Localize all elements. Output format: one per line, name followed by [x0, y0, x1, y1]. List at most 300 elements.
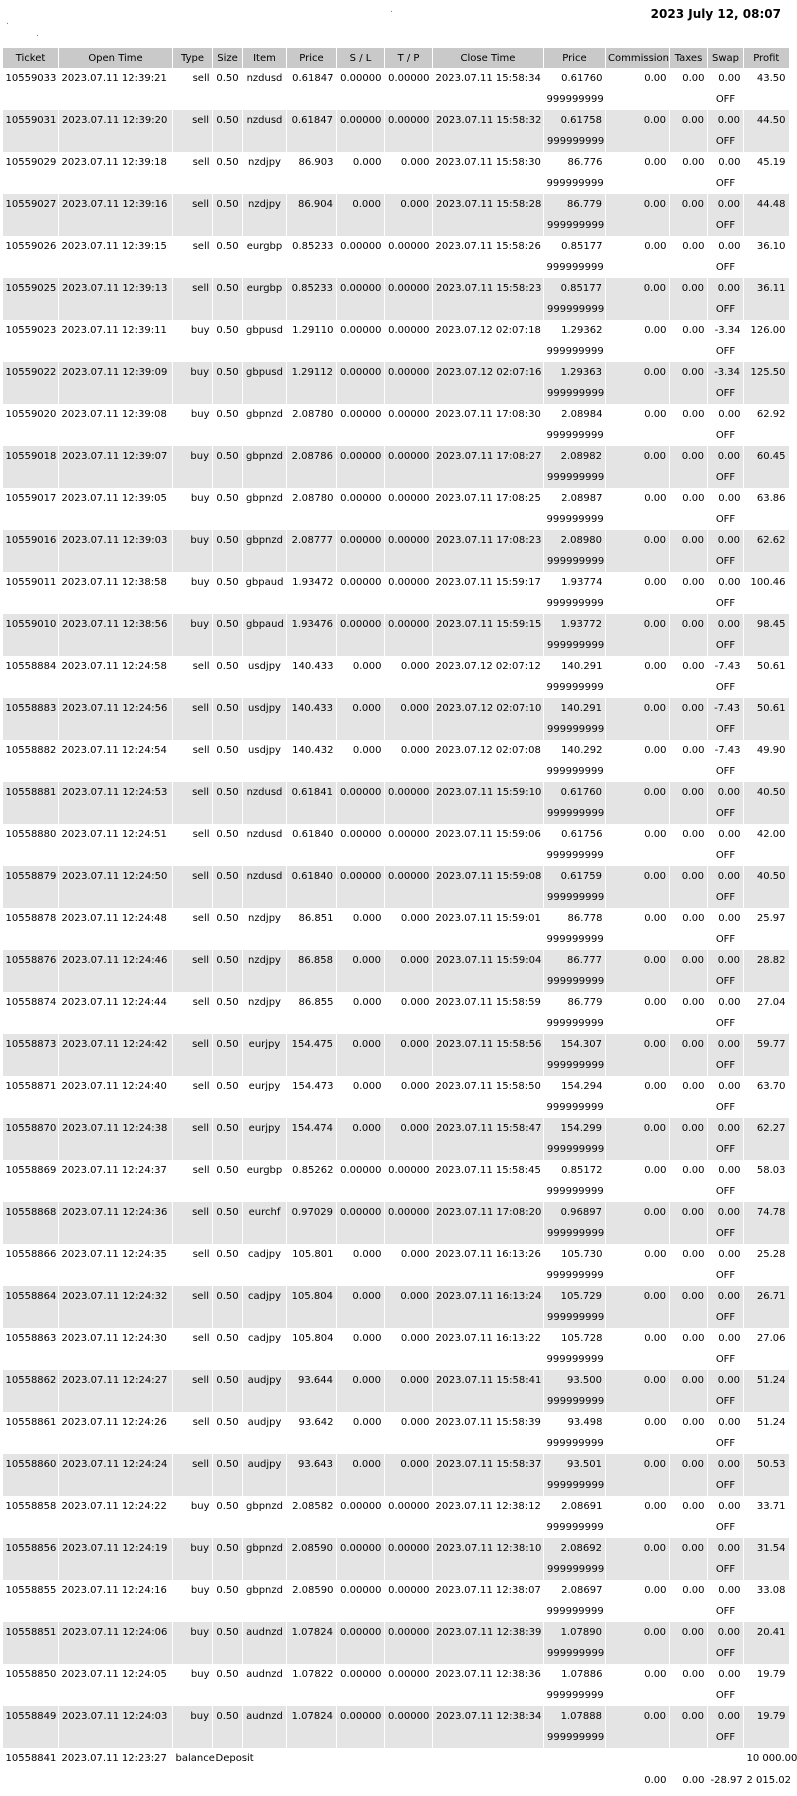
table-cell: 140.432: [287, 740, 337, 760]
empty-cell: [243, 592, 287, 614]
table-cell: 0.000: [337, 950, 385, 970]
limit-price: 999999999: [544, 1516, 606, 1538]
empty-cell: [606, 298, 670, 320]
empty-cell: [744, 256, 789, 278]
table-cell: 0.85177: [544, 236, 606, 256]
empty-cell: [433, 508, 544, 530]
balance-ticket: 10558841: [3, 1748, 59, 1768]
empty-cell: [287, 88, 337, 110]
table-cell: 0.000: [385, 1412, 433, 1432]
empty-cell: [433, 1096, 544, 1118]
empty-cell: [213, 928, 243, 950]
table-cell: 2023.07.11 15:58:26: [433, 236, 544, 256]
table-cell: 2023.07.11 15:59:08: [433, 866, 544, 886]
table-cell: buy: [173, 1580, 213, 1600]
table-cell: 2023.07.11 12:24:44: [59, 992, 173, 1012]
table-cell: 0.00: [670, 782, 708, 802]
limit-price: 999999999: [544, 718, 606, 740]
empty-cell: [243, 634, 287, 656]
empty-cell: [173, 802, 213, 824]
empty-cell: [173, 256, 213, 278]
table-cell: 10558878: [3, 908, 59, 928]
table-cell: 0.00: [606, 866, 670, 886]
empty-cell: [433, 340, 544, 362]
table-cell: 0.85233: [287, 278, 337, 298]
table-cell: nzdjpy: [243, 992, 287, 1012]
table-cell: 0.00: [670, 698, 708, 718]
empty-cell: [243, 298, 287, 320]
balance-amount: 10 000.00: [744, 1748, 789, 1768]
table-cell: buy: [173, 362, 213, 382]
table-cell: 2.08590: [287, 1580, 337, 1600]
empty-cell: [287, 1180, 337, 1202]
empty-cell: [606, 1516, 670, 1538]
empty-cell: [433, 172, 544, 194]
table-cell: 0.000: [385, 1034, 433, 1054]
empty-cell: [173, 760, 213, 782]
table-cell: 0.50: [213, 194, 243, 214]
table-cell: 40.50: [744, 782, 789, 802]
empty-cell: [59, 1432, 173, 1454]
swap-status: OFF: [708, 466, 744, 488]
limit-row: [3, 298, 789, 320]
table-cell: 93.644: [287, 1370, 337, 1390]
empty-cell: [59, 1096, 173, 1118]
empty-cell: [213, 886, 243, 908]
empty-cell: [433, 1180, 544, 1202]
table-cell: 1.29363: [544, 362, 606, 382]
table-cell: -7.43: [708, 698, 744, 718]
empty-cell: [337, 1306, 385, 1328]
table-cell: 10558863: [3, 1328, 59, 1348]
limit-price: 999999999: [544, 928, 606, 950]
table-cell: 2023.07.11 15:58:41: [433, 1370, 544, 1390]
empty-cell: [606, 760, 670, 782]
limit-row: [3, 1306, 789, 1328]
table-cell: 0.50: [213, 1412, 243, 1432]
empty-cell: [287, 1012, 337, 1034]
table-cell: 0.00: [606, 1412, 670, 1432]
empty-cell: [173, 1432, 213, 1454]
empty-cell: [337, 1642, 385, 1664]
table-cell: 0.00000: [337, 824, 385, 844]
empty-cell: [3, 634, 59, 656]
limit-row: [3, 718, 789, 740]
table-cell: 2023.07.11 12:24:22: [59, 1496, 173, 1516]
table-cell: 0.50: [213, 1076, 243, 1096]
table-cell: 100.46: [744, 572, 789, 592]
table-cell: 42.00: [744, 824, 789, 844]
empty-cell: [3, 1054, 59, 1076]
table-cell: 98.45: [744, 614, 789, 634]
table-cell: 0.50: [213, 1538, 243, 1558]
table-cell: 44.50: [744, 110, 789, 130]
table-cell: 1.07888: [544, 1706, 606, 1726]
empty-cell: [243, 1516, 287, 1538]
table-cell: 0.00: [708, 1538, 744, 1558]
empty-cell: [59, 844, 173, 866]
table-cell: 0.00: [708, 614, 744, 634]
table-cell: 40.50: [744, 866, 789, 886]
empty-cell: [243, 1306, 287, 1328]
empty-cell: [670, 1558, 708, 1580]
table-cell: gbpusd: [243, 362, 287, 382]
table-cell: 105.804: [287, 1286, 337, 1306]
empty-cell: [213, 1684, 243, 1706]
table-cell: 19.79: [744, 1664, 789, 1684]
table-cell: 10558855: [3, 1580, 59, 1600]
empty-cell: [385, 466, 433, 488]
table-cell: 0.00: [708, 1160, 744, 1180]
empty-cell: [385, 1432, 433, 1454]
table-cell: 2023.07.11 16:13:24: [433, 1286, 544, 1306]
table-cell: sell: [173, 236, 213, 256]
empty-cell: [287, 718, 337, 740]
empty-cell: [173, 1390, 213, 1412]
empty-cell: [287, 928, 337, 950]
table-cell: -7.43: [708, 656, 744, 676]
empty-cell: [744, 1684, 789, 1706]
empty-cell: [433, 676, 544, 698]
empty-cell: [213, 298, 243, 320]
table-row: [3, 530, 789, 550]
balance-item: Deposit: [213, 1748, 287, 1768]
table-cell: gbpnzd: [243, 1496, 287, 1516]
table-cell: 2023.07.12 02:07:08: [433, 740, 544, 760]
empty-cell: [3, 844, 59, 866]
swap-status: OFF: [708, 1012, 744, 1034]
empty-cell: [606, 1432, 670, 1454]
limit-row: [3, 760, 789, 782]
empty-cell: [287, 634, 337, 656]
table-cell: 0.00: [708, 1454, 744, 1474]
table-cell: 2023.07.12 02:07:12: [433, 656, 544, 676]
empty-cell: [337, 172, 385, 194]
table-cell: 2023.07.11 17:08:25: [433, 488, 544, 508]
table-cell: 0.00: [708, 1580, 744, 1600]
table-cell: 2023.07.11 15:58:30: [433, 152, 544, 172]
table-cell: 0.000: [385, 1118, 433, 1138]
table-cell: buy: [173, 1664, 213, 1684]
empty-cell: [385, 802, 433, 824]
empty-cell: [606, 1390, 670, 1412]
empty-cell: [670, 382, 708, 404]
table-cell: audnzd: [243, 1706, 287, 1726]
table-cell: sell: [173, 1370, 213, 1390]
empty-cell: [213, 676, 243, 698]
table-cell: 0.00: [708, 1664, 744, 1684]
table-cell: 0.50: [213, 656, 243, 676]
limit-row: [3, 1096, 789, 1118]
table-row: [3, 1160, 789, 1180]
table-cell: 2023.07.11 15:59:10: [433, 782, 544, 802]
empty-cell: [59, 1642, 173, 1664]
table-cell: sell: [173, 1412, 213, 1432]
empty-cell: [243, 1222, 287, 1244]
table-cell: 0.00000: [337, 1496, 385, 1516]
empty-cell: [173, 1222, 213, 1244]
empty-cell: [213, 1726, 243, 1748]
table-cell: 25.97: [744, 908, 789, 928]
empty-cell: [173, 1726, 213, 1748]
empty-cell: [337, 1726, 385, 1748]
limit-price: 999999999: [544, 130, 606, 152]
table-cell: 0.00000: [385, 1538, 433, 1558]
empty-cell: [3, 1138, 59, 1160]
limit-price: 999999999: [544, 1726, 606, 1748]
empty-cell: [3, 298, 59, 320]
table-cell: 0.00: [670, 1412, 708, 1432]
empty-cell: [243, 1600, 287, 1622]
table-cell: 0.61840: [287, 824, 337, 844]
swap-status: OFF: [708, 1096, 744, 1118]
table-cell: 105.801: [287, 1244, 337, 1264]
swap-status: OFF: [708, 1642, 744, 1664]
table-cell: 28.82: [744, 950, 789, 970]
table-cell: 62.62: [744, 530, 789, 550]
empty-cell: [173, 1474, 213, 1496]
limit-price: 999999999: [544, 1138, 606, 1160]
table-cell: -7.43: [708, 740, 744, 760]
table-cell: 2023.07.11 15:59:01: [433, 908, 544, 928]
limit-row: [3, 256, 789, 278]
table-cell: 0.000: [337, 1370, 385, 1390]
table-row: [3, 446, 789, 466]
empty-cell: [337, 130, 385, 152]
table-cell: 2023.07.11 12:39:08: [59, 404, 173, 424]
empty-cell: [433, 1516, 544, 1538]
table-cell: 2023.07.11 12:38:36: [433, 1664, 544, 1684]
table-cell: 10559033: [3, 68, 59, 88]
table-cell: 0.00: [670, 1160, 708, 1180]
table-cell: 0.50: [213, 698, 243, 718]
empty-cell: [385, 172, 433, 194]
table-cell: 2023.07.11 12:24:16: [59, 1580, 173, 1600]
table-cell: 0.61760: [544, 68, 606, 88]
empty-cell: [213, 1306, 243, 1328]
table-cell: 2023.07.11 12:24:06: [59, 1622, 173, 1642]
table-cell: 154.299: [544, 1118, 606, 1138]
empty-cell: [213, 970, 243, 992]
empty-cell: [744, 1516, 789, 1538]
empty-cell: [385, 1558, 433, 1580]
table-cell: 2023.07.11 12:38:56: [59, 614, 173, 634]
empty-cell: [385, 130, 433, 152]
empty-cell: [670, 298, 708, 320]
table-cell: 0.00: [708, 1076, 744, 1096]
table-row: [3, 824, 789, 844]
table-cell: 2023.07.12 02:07:16: [433, 362, 544, 382]
empty-cell: [287, 298, 337, 320]
empty-cell: [59, 1726, 173, 1748]
table-cell: nzdjpy: [243, 908, 287, 928]
empty-cell: [59, 1390, 173, 1412]
table-cell: 0.50: [213, 1328, 243, 1348]
empty-cell: [243, 718, 287, 740]
empty-cell: [3, 382, 59, 404]
table-cell: 1.93772: [544, 614, 606, 634]
empty-cell: [3, 508, 59, 530]
swap-status: OFF: [708, 1474, 744, 1496]
limit-row: [3, 1264, 789, 1286]
table-cell: 0.00: [670, 908, 708, 928]
table-cell: 0.00: [606, 782, 670, 802]
empty-cell: [173, 508, 213, 530]
totals-row: [3, 1768, 789, 1792]
empty-cell: [744, 592, 789, 614]
limit-price: 999999999: [544, 1054, 606, 1076]
table-cell: 0.00: [606, 446, 670, 466]
table-row: [3, 488, 789, 508]
empty-cell: [59, 1264, 173, 1286]
table-cell: 0.00000: [385, 1202, 433, 1222]
table-cell: 0.00: [708, 1118, 744, 1138]
empty-cell: [433, 256, 544, 278]
empty-cell: [385, 970, 433, 992]
table-cell: 62.92: [744, 404, 789, 424]
table-cell: 0.00: [606, 1034, 670, 1054]
table-cell: 0.00: [708, 236, 744, 256]
empty-cell: [3, 1222, 59, 1244]
empty-cell: [59, 676, 173, 698]
empty-cell: [3, 592, 59, 614]
table-cell: 140.433: [287, 698, 337, 718]
empty-cell: [287, 1600, 337, 1622]
empty-cell: [243, 1684, 287, 1706]
table-cell: 0.00000: [337, 1538, 385, 1558]
empty-cell: [243, 382, 287, 404]
empty-cell: [670, 340, 708, 362]
empty-cell: [433, 1558, 544, 1580]
empty-cell: [337, 676, 385, 698]
table-cell: 0.50: [213, 404, 243, 424]
col-ticket: Ticket: [3, 48, 59, 68]
table-row: [3, 656, 789, 676]
table-cell: sell: [173, 152, 213, 172]
table-row: [3, 236, 789, 256]
table-cell: 58.03: [744, 1160, 789, 1180]
empty-cell: [385, 340, 433, 362]
empty-cell: [744, 88, 789, 110]
empty-cell: [337, 508, 385, 530]
limit-row: [3, 466, 789, 488]
empty-cell: [3, 928, 59, 950]
empty-cell: [385, 550, 433, 572]
table-cell: 49.90: [744, 740, 789, 760]
empty-cell: [337, 550, 385, 572]
empty-cell: [59, 1348, 173, 1370]
table-cell: -3.34: [708, 320, 744, 340]
empty-cell: [213, 1138, 243, 1160]
empty-cell: [606, 928, 670, 950]
empty-cell: [287, 424, 337, 446]
table-cell: 2023.07.11 12:39:11: [59, 320, 173, 340]
empty-cell: [173, 214, 213, 236]
empty-cell: [337, 928, 385, 950]
limit-price: 999999999: [544, 256, 606, 278]
table-cell: nzdjpy: [243, 194, 287, 214]
table-cell: 0.00: [606, 110, 670, 130]
table-cell: 1.93476: [287, 614, 337, 634]
empty-cell: [3, 172, 59, 194]
table-cell: 1.93774: [544, 572, 606, 592]
table-cell: 10559018: [3, 446, 59, 466]
table-cell: 45.19: [744, 152, 789, 172]
table-cell: 0.00000: [385, 404, 433, 424]
table-cell: 0.50: [213, 824, 243, 844]
table-cell: 0.00: [670, 950, 708, 970]
empty-cell: [59, 970, 173, 992]
empty-cell: [606, 1600, 670, 1622]
swap-status: OFF: [708, 1180, 744, 1202]
empty-cell: [606, 88, 670, 110]
empty-cell: [243, 130, 287, 152]
table-cell: usdjpy: [243, 656, 287, 676]
empty-cell: [670, 1012, 708, 1034]
table-cell: 10558874: [3, 992, 59, 1012]
limit-row: [3, 886, 789, 908]
empty-cell: [213, 424, 243, 446]
table-cell: 0.00: [708, 1370, 744, 1390]
empty-cell: [670, 1684, 708, 1706]
table-cell: nzdjpy: [243, 950, 287, 970]
table-row: [3, 320, 789, 340]
empty-cell: [433, 1264, 544, 1286]
empty-cell: [433, 1474, 544, 1496]
table-cell: 50.61: [744, 656, 789, 676]
table-cell: 2023.07.11 16:13:22: [433, 1328, 544, 1348]
empty-cell: [287, 802, 337, 824]
table-cell: buy: [173, 614, 213, 634]
empty-cell: [59, 424, 173, 446]
swap-status: OFF: [708, 550, 744, 572]
empty-cell: [744, 508, 789, 530]
empty-cell: [243, 1642, 287, 1664]
table-row: [3, 152, 789, 172]
empty-cell: [433, 1306, 544, 1328]
table-cell: 0.00: [708, 110, 744, 130]
empty-cell: [744, 172, 789, 194]
empty-cell: [243, 1096, 287, 1118]
table-cell: 2.08780: [287, 404, 337, 424]
table-cell: nzdjpy: [243, 152, 287, 172]
empty-cell: [385, 88, 433, 110]
empty-cell: [385, 1096, 433, 1118]
table-cell: 0.00: [708, 152, 744, 172]
empty-cell: [337, 256, 385, 278]
empty-cell: [385, 886, 433, 908]
table-row: [3, 1202, 789, 1222]
empty-cell: [606, 1348, 670, 1370]
limit-row: [3, 1642, 789, 1664]
table-cell: sell: [173, 698, 213, 718]
table-cell: 0.00000: [385, 110, 433, 130]
table-cell: 2023.07.11 15:58:56: [433, 1034, 544, 1054]
empty-cell: [243, 1558, 287, 1580]
table-cell: sell: [173, 740, 213, 760]
empty-cell: [385, 1474, 433, 1496]
empty-cell: [670, 844, 708, 866]
table-cell: 0.97029: [287, 1202, 337, 1222]
table-cell: audjpy: [243, 1412, 287, 1432]
table-header: [3, 48, 789, 68]
empty-cell: [744, 1348, 789, 1370]
table-cell: 2.08982: [544, 446, 606, 466]
empty-cell: [59, 172, 173, 194]
empty-cell: [670, 550, 708, 572]
table-cell: 0.000: [337, 908, 385, 928]
table-cell: 0.50: [213, 908, 243, 928]
